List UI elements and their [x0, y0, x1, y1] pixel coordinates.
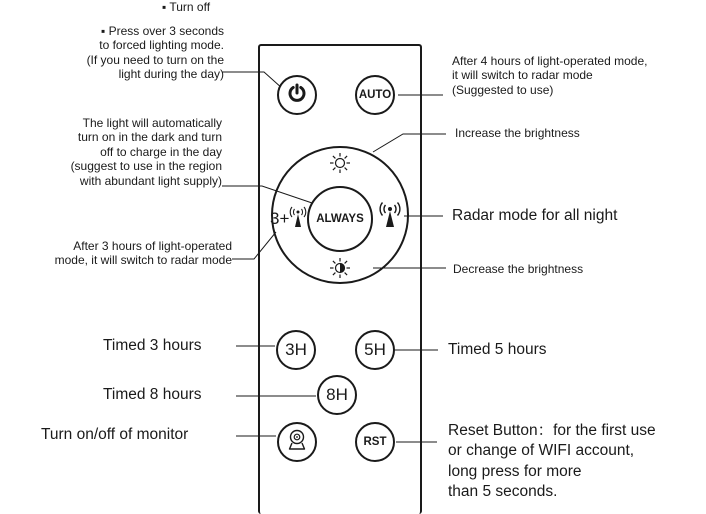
note-auto-mode: After 4 hours of light-operated mode, it will switch to radar mode (Suggested to use)	[452, 54, 648, 97]
auto-button[interactable]	[355, 75, 395, 115]
always-button[interactable]	[307, 186, 373, 252]
timed-3h-label: 3H	[285, 340, 307, 359]
note-three-hour-radar: After 3 hours of light-operated mode, it will switch to radar mode	[54, 239, 232, 268]
radar-antenna-icon	[379, 202, 401, 233]
note-timed-3: Timed 3 hours	[103, 337, 202, 354]
timed-8h-label: 8H	[326, 385, 348, 404]
note-timed-5: Timed 5 hours	[448, 341, 547, 358]
radar-antenna-icon	[289, 206, 307, 233]
three-hour-radar-button[interactable]	[270, 207, 307, 231]
sun-half-icon[interactable]	[329, 257, 351, 279]
timed-5h-button[interactable]	[355, 330, 395, 370]
monitor-button[interactable]	[277, 422, 317, 462]
auto-button-label: AUTO	[358, 89, 392, 101]
reset-button[interactable]	[355, 422, 395, 462]
always-button-label: ALWAYS	[316, 213, 364, 225]
timed-8h-button[interactable]	[317, 375, 357, 415]
note-increase: Increase the brightness	[455, 126, 580, 140]
camera-monitor-icon	[285, 428, 309, 457]
three-radar-label: 3+	[270, 209, 290, 228]
radar-all-night-button[interactable]	[379, 204, 401, 230]
note-decrease: Decrease the brightness	[453, 262, 584, 276]
timed-3h-button[interactable]	[276, 330, 316, 370]
sun-outline-icon[interactable]	[329, 152, 351, 174]
note-turn-off: ▪ Turn off	[162, 0, 211, 14]
note-forced-lighting: ▪ Press over 3 seconds to forced lighting mode. (If you need to turn on the light during the day)	[86, 24, 224, 82]
note-reset: Reset Button：for the first use or change of WIFI account, long press for more than 5 seconds.	[448, 422, 656, 501]
timed-5h-label: 5H	[364, 340, 386, 359]
reset-button-label: RST	[363, 436, 387, 448]
note-radar-all-night: Radar mode for all night	[452, 207, 618, 224]
power-icon	[286, 82, 308, 109]
note-monitor: Turn on/off of monitor	[41, 426, 189, 443]
power-button[interactable]	[277, 75, 317, 115]
note-always-mode: The light will automatically turn on in the dark and turn off to charge in the day (suggest to use in the region with abundant light supply)	[70, 116, 222, 188]
note-timed-8: Timed 8 hours	[103, 386, 202, 403]
